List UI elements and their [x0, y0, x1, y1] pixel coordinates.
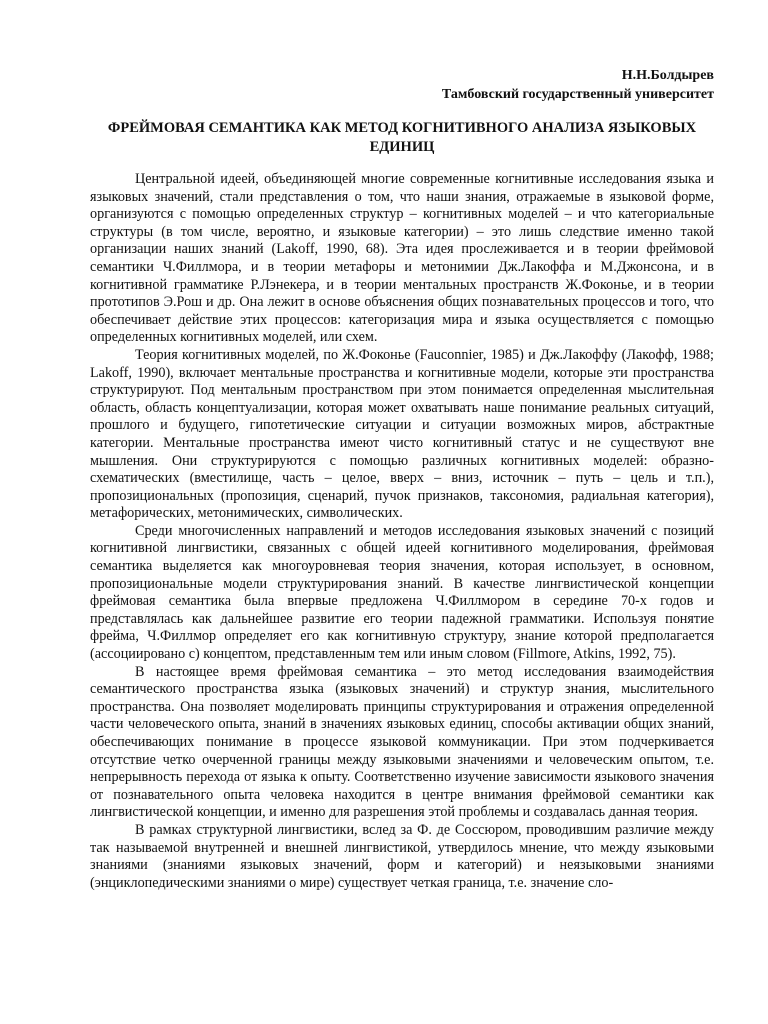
author-name: Н.Н.Болдырев [621, 68, 714, 83]
author-affiliation: Тамбовский государственный университет [441, 87, 714, 102]
author-block [90, 66, 714, 104]
paragraph-3: Среди многочисленных направлений и методов исследования языковых значений с позиций когнитивной лингвистики, связанных с общей идеей когнитивного моделирования, фреймовая семантика выделяется как многоуровневая теория значения, которая использует, в основном, пропозициональные модели структурирования знаний. В качестве лингвистической концепции фреймовая семантика была впервые предложена Ч.Филлмором в середине 70-х годов и представлялась как дальнейшее развитие его теории падежной грамматики. Используя понятие фрейма, Ч.Филлмор определяет его как когнитивную структуру, знание которой предполагается (ассоциировано с) концептом, представленным тем или иным словом (Fillmore, Atkins, 1992, 75). [90, 522, 714, 663]
paper-title: ФРЕЙМОВАЯ СЕМАНТИКА КАК МЕТОД КОГНИТИВНОГО АНАЛИЗА ЯЗЫКОВЫХ ЕДИНИЦ [107, 120, 697, 155]
paragraph-5: В рамках структурной лингвистики, вслед за Ф. де Соссюром, проводившим различие между так называемой внутренней и внешней лингвистикой, утвердилось мнение, что между языковыми знаниями (знаниями языковых значений, форм и категорий) и неязыковыми знаниями (энциклопедическими знаниями о мире) существует четкая граница, т.е. значение сло- [90, 821, 714, 891]
paragraph-4: В настоящее время фреймовая семантика – это метод исследования взаимодействия семантического пространства языка (языковых значений) и структур знания, мыслительного пространства. Она позволяет моделировать принципы структурирования и отражения определенной части человеческого опыта, знаний в значениях языковых единиц, способы активации общих знаний, обеспечивающих понимание в процессе языковой коммуникации. При этом подчеркивается отсутствие четко очерченной границы между языковыми значениями и человеческим опытом, т.е. непрерывность перехода от языка к опыту. Соответственно изучение зависимости языкового значения от познавательного опыта человека находится в центре внимания фреймовой семантики как лингвистической концепции, и именно для разрешения этой проблемы и создавалась данная теория. [90, 663, 714, 821]
article-body [90, 171, 714, 892]
paragraph-1: Центральной идеей, объединяющей многие современные когнитивные исследования языка и языковых значений, стали представления о том, что наши знания, отражаемые в языковой форме, организуются с помощью определенных структур – когнитивных моделей – и что категориальные структуры (в том числе, вероятно, и языковые категории) – это лишь следствие именно такой организации наших знаний (Lakoff, 1990, 68). Эта идея прослеживается и в теории фреймовой семантики Ч.Филлмора, и в теории метафоры и метонимии Дж.Лакоффа и М.Джонсона, и в когнитивной грамматике Р.Лэнекера, и в теории ментальных пространств Ж.Фоконье, и в теории прототипов Э.Рош и др. Она лежит в основе объяснения общих познавательных процессов и того, что обеспечивает действие этих процессов: категоризация мира и языка осуществляется с помощью определенных когнитивных моделей, или схем. [90, 171, 714, 346]
paragraph-2: Теория когнитивных моделей, по Ж.Фоконье (Fauconnier, 1985) и Дж.Лакоффу (Лакофф, 1988; Lakoff, 1990), включает ментальные пространства и когнитивные модели, которые эти пространства структурируют. Под ментальным пространством при этом понимается определенная мыслительная область, область концептуализации, которая может охватывать наше понимание реальных ситуаций, прошлого и будущего, гипотетические ситуации и ситуации возможных миров, абстрактные категории. Ментальные пространства имеют чисто когнитивный статус и не существуют вне мышления. Они структурируются с помощью различных когнитивных моделей: образно-схематических (вместилище, часть – целое, вверх – вниз, источник – путь – цель и т.п.), пропозициональных (пропозиция, сценарий, пучок признаков, таксономия, радиальная категория), метафорических, метонимических, символических. [90, 346, 714, 522]
